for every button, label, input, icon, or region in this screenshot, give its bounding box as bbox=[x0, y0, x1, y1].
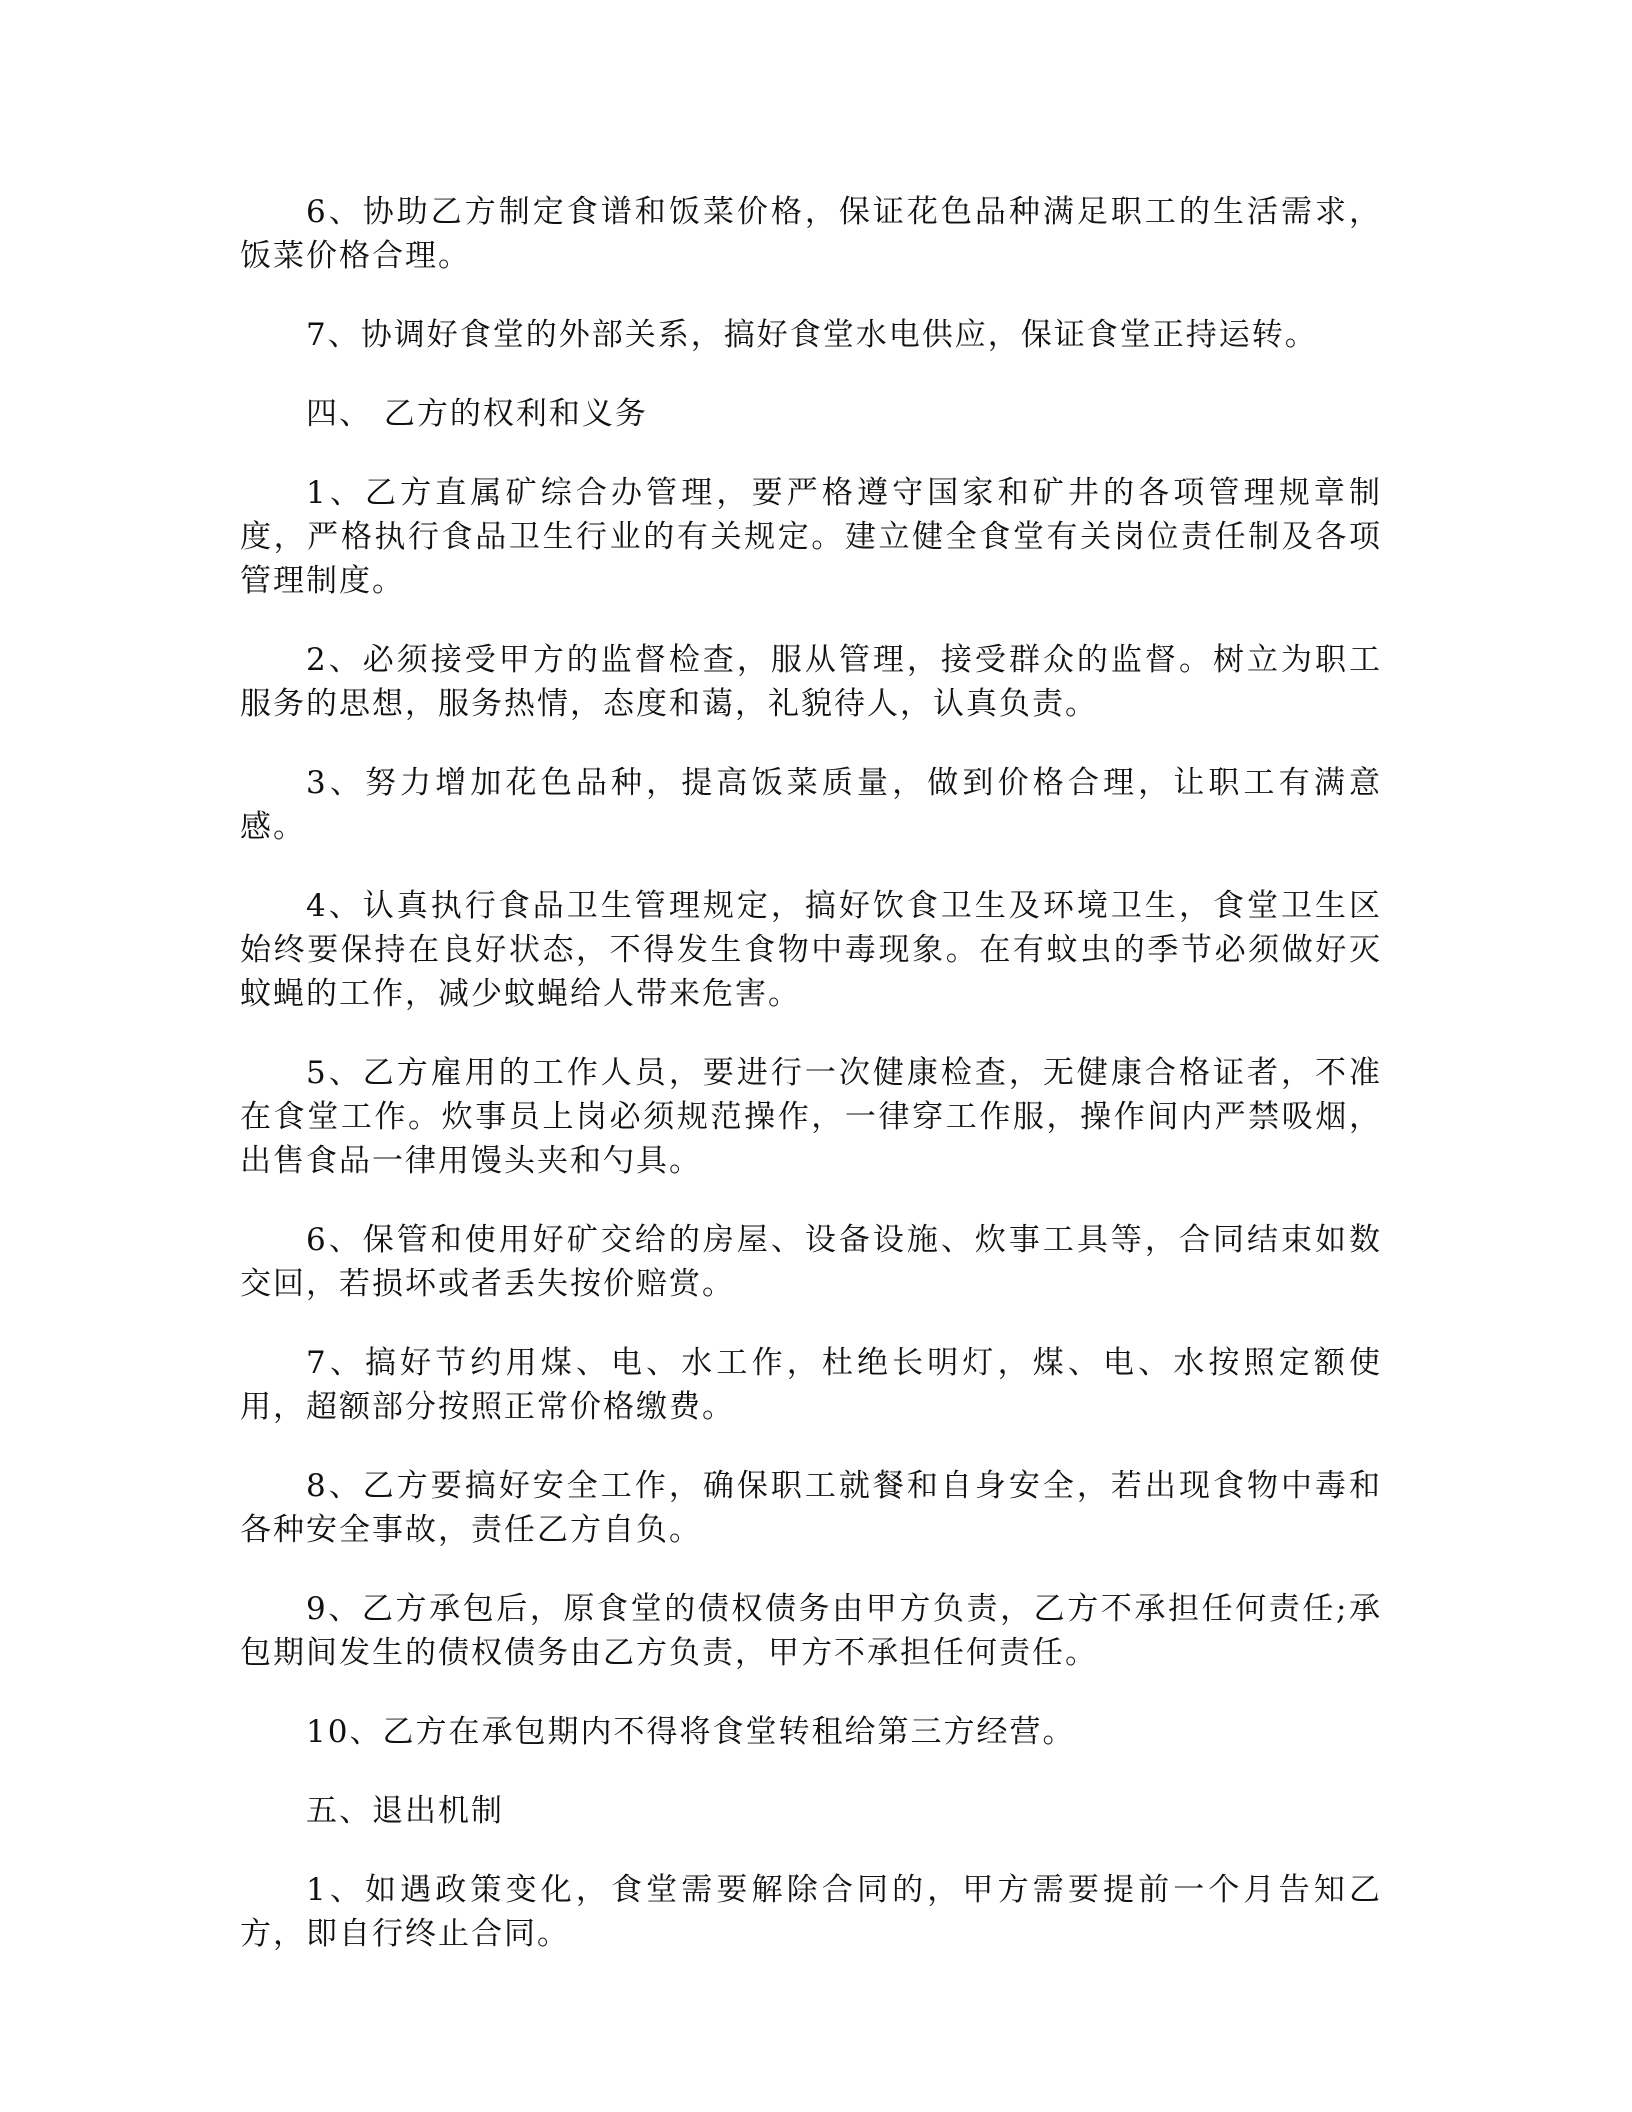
paragraph-b-item-2: 2、必须接受甲方的监督检查，服从管理，接受群众的监督。树立为职工服务的思想，服务热情，态度和蔼，礼貌待人，认真负责。 bbox=[240, 642, 1382, 722]
paragraph-b-item-5: 5、乙方雇用的工作人员，要进行一次健康检查，无健康合格证者，不准在食堂工作。炊事员上岗必须规范操作，一律穿工作服，操作间内严禁吸烟，出售食品一律用馒头夹和勺具。 bbox=[240, 1055, 1382, 1179]
document-body bbox=[240, 190, 1382, 1991]
paragraph-b-item-4: 4、认真执行食品卫生管理规定，搞好饮食卫生及环境卫生，食堂卫生区始终要保持在良好状态，不得发生食物中毒现象。在有蚊虫的季节必须做好灭蚊蝇的工作，减少蚊蝇给人带来危害。 bbox=[240, 888, 1382, 1012]
paragraph-b-item-6: 6、保管和使用好矿交给的房屋、设备设施、炊事工具等，合同结束如数交回，若损坏或者丢失按价赔赏。 bbox=[240, 1222, 1382, 1302]
section-heading-exit-mechanism: 五、退出机制 bbox=[306, 1793, 504, 1829]
paragraph-exit-item-1: 1、如遇政策变化，食堂需要解除合同的，甲方需要提前一个月告知乙方，即自行终止合同。 bbox=[240, 1872, 1382, 1952]
paragraph-item-6-menu-pricing: 6、协助乙方制定食谱和饭菜价格，保证花色品种满足职工的生活需求，饭菜价格合理。 bbox=[240, 194, 1382, 274]
paragraph-b-item-8: 8、乙方要搞好安全工作，确保职工就餐和自身安全，若出现食物中毒和各种安全事故，责任乙方自负。 bbox=[240, 1468, 1382, 1548]
paragraph-b-item-7: 7、搞好节约用煤、电、水工作，杜绝长明灯，煤、电、水按照定额使用，超额部分按照正常价格缴费。 bbox=[240, 1345, 1382, 1425]
paragraph-b-item-3: 3、努力增加花色品种，提高饭菜质量，做到价格合理，让职工有满意感。 bbox=[240, 765, 1382, 845]
paragraph-item-7-external-relations: 7、协调好食堂的外部关系，搞好食堂水电供应，保证食堂正持运转。 bbox=[306, 317, 1318, 353]
paragraph-b-item-1: 1、乙方直属矿综合办管理，要严格遵守国家和矿井的各项管理规章制度，严格执行食品卫生行业的有关规定。建立健全食堂有关岗位责任制及各项管理制度。 bbox=[240, 475, 1382, 599]
paragraph-b-item-9: 9、乙方承包后，原食堂的债权债务由甲方负责，乙方不承担任何责任;承包期间发生的债权债务由乙方负责，甲方不承担任何责任。 bbox=[240, 1591, 1382, 1671]
section-heading-party-b-rights: 四、 乙方的权利和义务 bbox=[306, 396, 648, 432]
paragraph-b-item-10: 10、乙方在承包期内不得将食堂转租给第三方经营。 bbox=[306, 1714, 1076, 1750]
